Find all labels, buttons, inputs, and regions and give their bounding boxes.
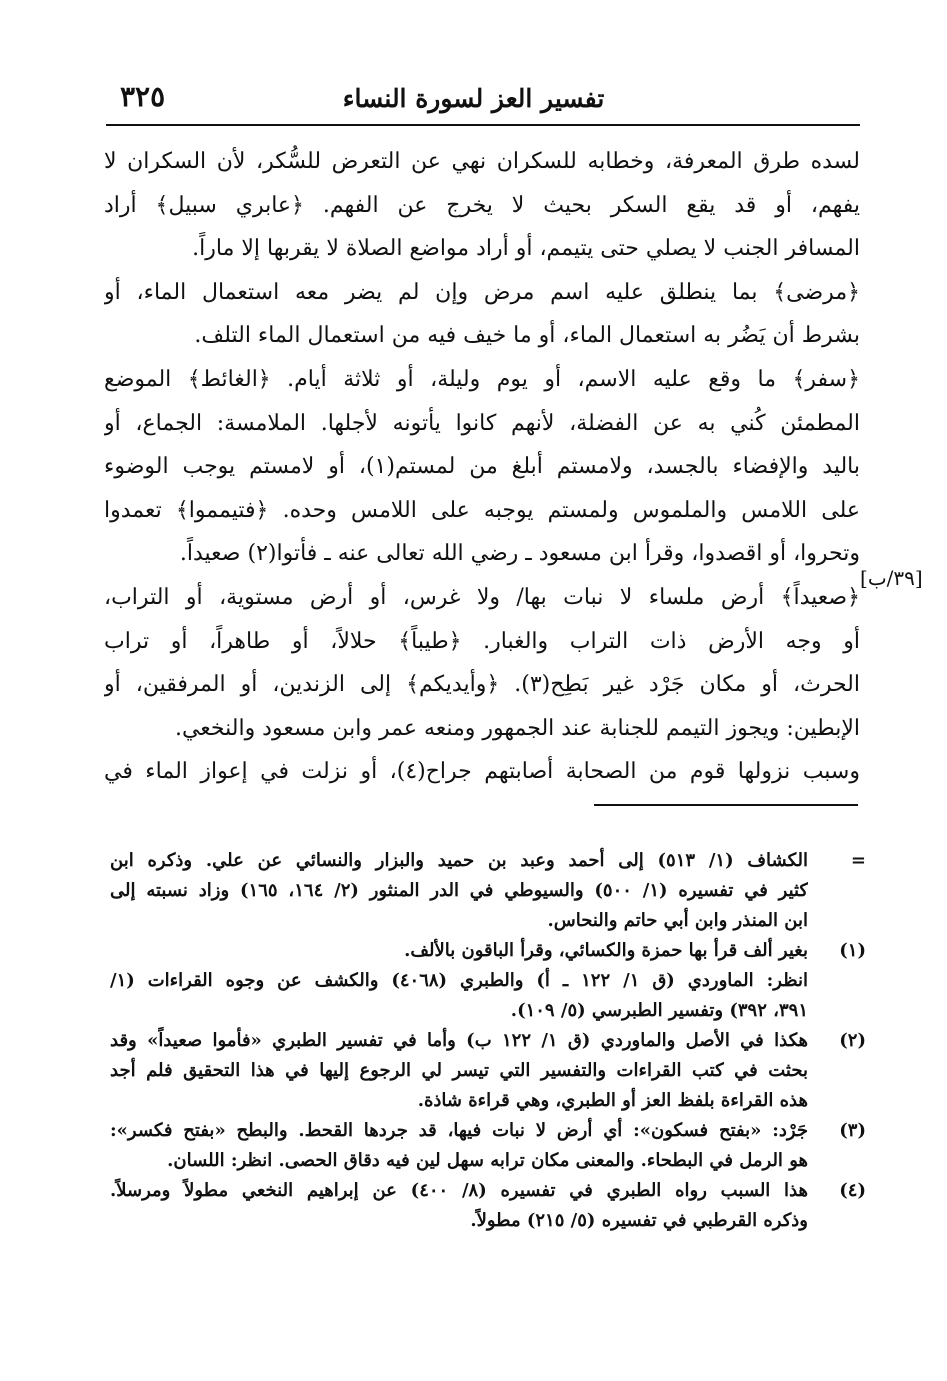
footnote-line: هذا السبب رواه الطبري في تفسيره (٨/ ٤٠٠) عن إبراهيم النخعي مطولاً ومرسلاً. [110,1180,808,1201]
footnote-continuation [110,846,866,936]
footnote-3 [110,1116,866,1176]
footnotes [110,846,866,1236]
footnote-mark: (١) [839,940,866,961]
footnote-line: الكشاف (١/ ٥١٣) إلى أحمد وعبد بن حميد والبزار والنسائي عن علي. وذكره ابن [110,850,808,871]
footnote-mark: = [850,850,866,871]
footnote-4 [110,1176,866,1236]
footnote-line: وذكره القرطبي في تفسيره (٥/ ٢١٥) مطولاً. [470,1210,808,1231]
body-line: ﴿صعيداً﴾ أرض ملساء لا نبات بها/ ولا غرس، أو أرض مستوية، أو التراب، [104,584,860,610]
body-line: الحرث، أو مكان جَرْد غير بَطِح(٣). ﴿وأيديكم﴾ إلى الزندين، أو المرفقين، أو [104,672,860,698]
footnote-1 [110,936,866,1026]
header-rule [106,124,860,126]
body-line: ﴿مرضى﴾ بما ينطلق عليه اسم مرض وإن لم يضر معه استعمال الماء، أو [104,279,860,305]
body-line: المطمئن كُني به عن الفضلة، لأنهم كانوا يأتونه لأجلها. الملامسة: الجماع، أو [104,410,860,436]
footnote-line: ابن المنذر وابن أبي حاتم والنحاس. [547,910,808,931]
body-line: أو وجه الأرض ذات التراب والغبار. ﴿طيباً﴾ حلالاً، أو طاهراً، أو تراب [104,628,860,654]
footnote-mark: (٣) [839,1120,866,1141]
body-line: على اللامس والملموس ولمستم يوجبه على اللامس وحده. ﴿فتيمموا﴾ تعمدوا [104,497,860,523]
footnote-line: بغير ألف قرأ بها حمزة والكسائي، وقرأ الباقون بالألف. [404,940,808,961]
footnote-2 [110,1026,866,1116]
body-line: ﴿سفر﴾ ما وقع عليه الاسم، أو يوم وليلة، أو ثلاثة أيام. ﴿الغائط﴾ الموضع [104,366,860,392]
footnote-line: انظر: الماوردي (ق ١/ ١٢٢ ـ أ) والطبري (٤٠٦٨) والكشف عن وجوه القراءات (١/ [110,970,808,991]
body-line: لسده طرق المعرفة، وخطابه للسكران نهي عن التعرض للسُّكر، لأن السكران لا [104,149,860,174]
footnote-line: هذه القراءة بلفظ العز أو الطبري، وهي قراءة شاذة. [417,1090,808,1111]
margin-folio-note: [٣٩/ب] [860,566,923,590]
page-number: ٣٢٥ [120,80,166,113]
body-line: باليد والإفضاء بالجسد، ولامستم أبلغ من لمستم(١)، أو لامستم يوجب الوضوء [104,454,860,480]
body-line: المسافر الجنب لا يصلي حتى يتيمم، أو أراد مواضع الصلاة لا يقربها إلا ماراً. [192,236,860,262]
body-line: وتحروا، أو اقصدوا، وقرأ ابن مسعود ـ رضي الله تعالى عنه ـ فأتوا(٢) صعيداً. [179,541,860,567]
footnote-mark: (٢) [839,1030,866,1051]
body-line: يفهم، أو قد يقع السكر بحيث لا يخرج عن الفهم. ﴿عابري سبيل﴾ أراد [104,192,860,218]
footnote-line: هو الرمل في البطحاء. والمعنى مكان ترابه سهل لين فيه دقاق الحصى. انظر: اللسان. [167,1150,808,1171]
body-line: الإبطين: ويجوز التيمم للجنابة عند الجمهور ومنعه عمر وابن مسعود والنخعي. [174,715,860,741]
footnote-line: هكذا في الأصل والماوردي (ق ١/ ١٢٢ ب) وأما في تفسير الطبري «فأموا صعيداً» وقد [110,1030,808,1051]
body-text [104,140,860,794]
footnote-line: بحثت في كتب القراءات والتفسير التي تيسر لي الرجوع إليها في هذا التحقيق فلم أجد [110,1060,808,1081]
running-header-title: تفسير العز لسورة النساء [342,84,605,113]
footnote-mark: (٤) [839,1180,866,1201]
body-line: وسبب نزولها قوم من الصحابة أصابتهم جراح(٤)، أو نزلت في إعواز الماء في [104,759,860,785]
footnote-line: ٣٩١، ٣٩٢) وتفسير الطبرسي (٥/ ١٠٩). [510,1000,808,1021]
footnote-line: جَرْد: «بفتح فسكون»: أي أرض لا نبات فيها، قد جردها القحط. والبطح «بفتح فكسر»: [110,1120,808,1141]
body-line: بشرط أن يَضُر به استعمال الماء، أو ما خيف فيه من استعمال الماء التلف. [194,323,860,349]
footnote-line: كثير في تفسيره (١/ ٥٠٠) والسيوطي في الدر المنثور (٢/ ١٦٤، ١٦٥) وزاد نسبته إلى [110,880,808,901]
footnote-separator [594,804,858,806]
